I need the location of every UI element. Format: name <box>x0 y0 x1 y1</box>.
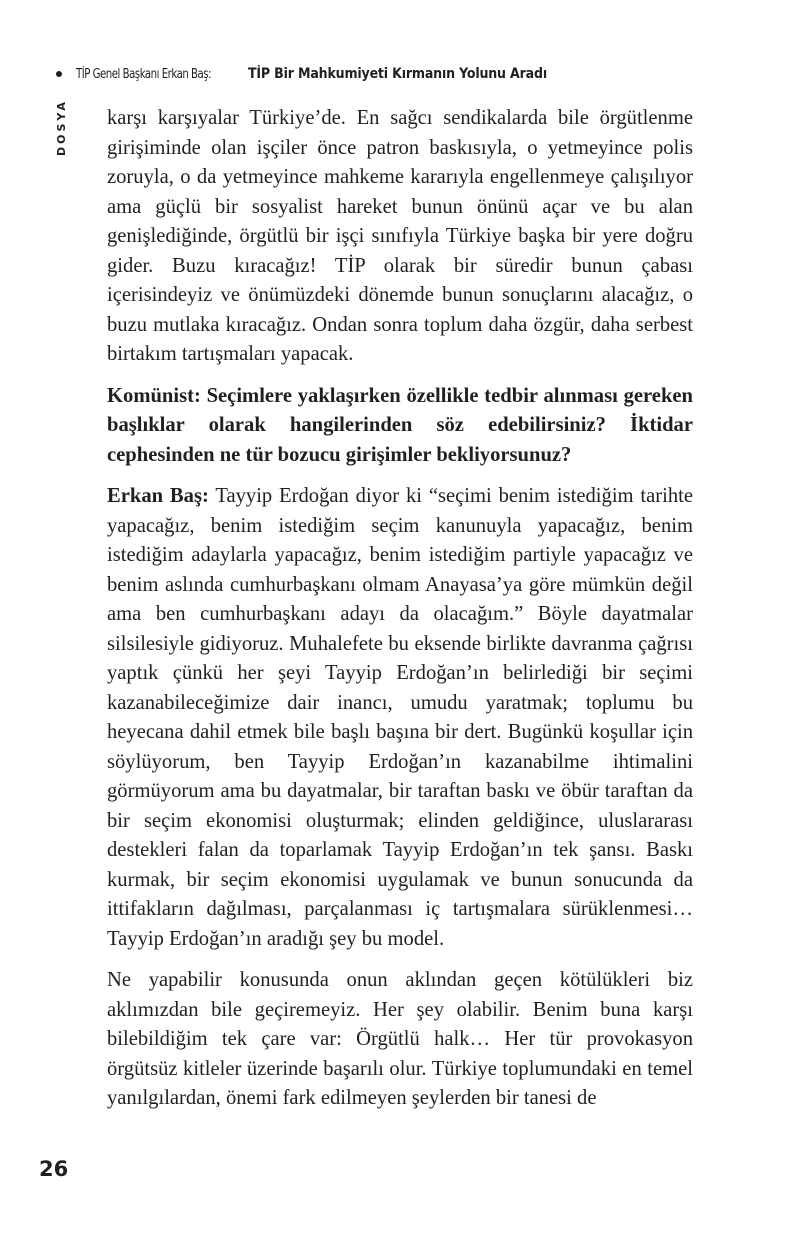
header-section: TİP Genel Başkanı Erkan Baş: <box>76 66 212 82</box>
side-label-text: DOSYA <box>55 99 68 156</box>
header-title: TİP Bir Mahkumiyeti Kırmanın Yolunu Aradı <box>248 66 547 82</box>
interview-question: Komünist: Seçimlere yaklaşırken özellikle tedbir alınması gereken başlıklar olarak hangilerinden söz edebilirsiniz? İktidar cephesinden ne tür bozucu girişimler bekliyorsunuz? <box>107 384 693 466</box>
section-side-label <box>55 90 69 156</box>
running-header <box>56 62 580 86</box>
answer-text: Tayyip Erdoğan diyor ki “seçimi benim istediğim tarihte yapacağız, benim istediğim seçim kanunuyla yapacağız, benim istediğim adaylarla yapacağız, benim istediğim partiyle yapacağız ve benim aslında cumhurbaşkanı olmam Anayasa’ya göre mümkün değil ama ben cumhurbaşkanı adayı da olacağım.” Böyle dayatmalar silsilesiyle gidiyoruz. Muhalefete bu eksende birlikte davranma çağrısı yaptık çünkü her şeyi Tayyip Erdoğan’ın belirlediği bir seçimi kazanabileceğimize dair inancı, umudu yaratmak; toplumu bu heyecana dahil etmek bile başlı başına bir dert. Bugünkü koşullar için söylüyorum, ben Tayyip Erdoğan’ın kazanabilme ihtimalini görmüyorum ama bu dayatmalar, bir taraftan baskı ve öbür taraftan da bir seçim ekonomisi oluşturmak; elinden geldiğince, uluslararası destekleri falan da toparlamak Tayyip Erdoğan’ın tek şansı. Baskı kurmak, bir seçim ekonomisi uygulamak ve bunun sonucunda da ittifakların dağılması, parçalanması iç tartışmalara sürüklenmesi… Tayyip Erdoğan’ın aradığı şey bu model. <box>107 485 694 950</box>
article-body <box>107 104 693 1126</box>
bullet-icon <box>56 71 62 77</box>
paragraph: karşı karşıyalar Türkiye’de. En sağcı sendikalarda bile örgütlenme girişiminde olan işçiler önce patron baskısıyla, o yetmeyince polis zoruyla, o da yetmeyince mahkeme kararıyla engellenmeye çalışılıyor ama güçlü bir sosyalist hareket bunun önünü açar ve bu alan genişlediğinde, örgütlü bir işçi sınıfıyla Türkiye başka bir yere doğru gider. Buzu kıracağız! TİP olarak bir süredir bunun çabası içerisindeyiz ve önümüzdeki dönemde bunun sonuçlarını alacağız, o buzu mutlaka kıracağız. Ondan sonra toplum daha özgür, daha serbest birtakım tartışmaları yapacak. <box>107 107 693 365</box>
paragraph: Ne yapabilir konusunda onun aklından geçen kötülükleri biz aklımızdan bile geçiremeyiz. Her şey olabilir. Benim buna karşı bilebildiğim tek çare var: Örgütlü halk… Her tür provokasyon örgütsüz kitleler üzerinde başarılı olur. Türkiye toplumundaki en temel yanılgılardan, önemi fark edilmeyen şeylerden bir tanesi de <box>107 969 693 1109</box>
speaker-name: Erkan Baş: <box>107 485 209 507</box>
interview-answer <box>107 482 693 954</box>
page-number: 26 <box>39 1157 69 1181</box>
